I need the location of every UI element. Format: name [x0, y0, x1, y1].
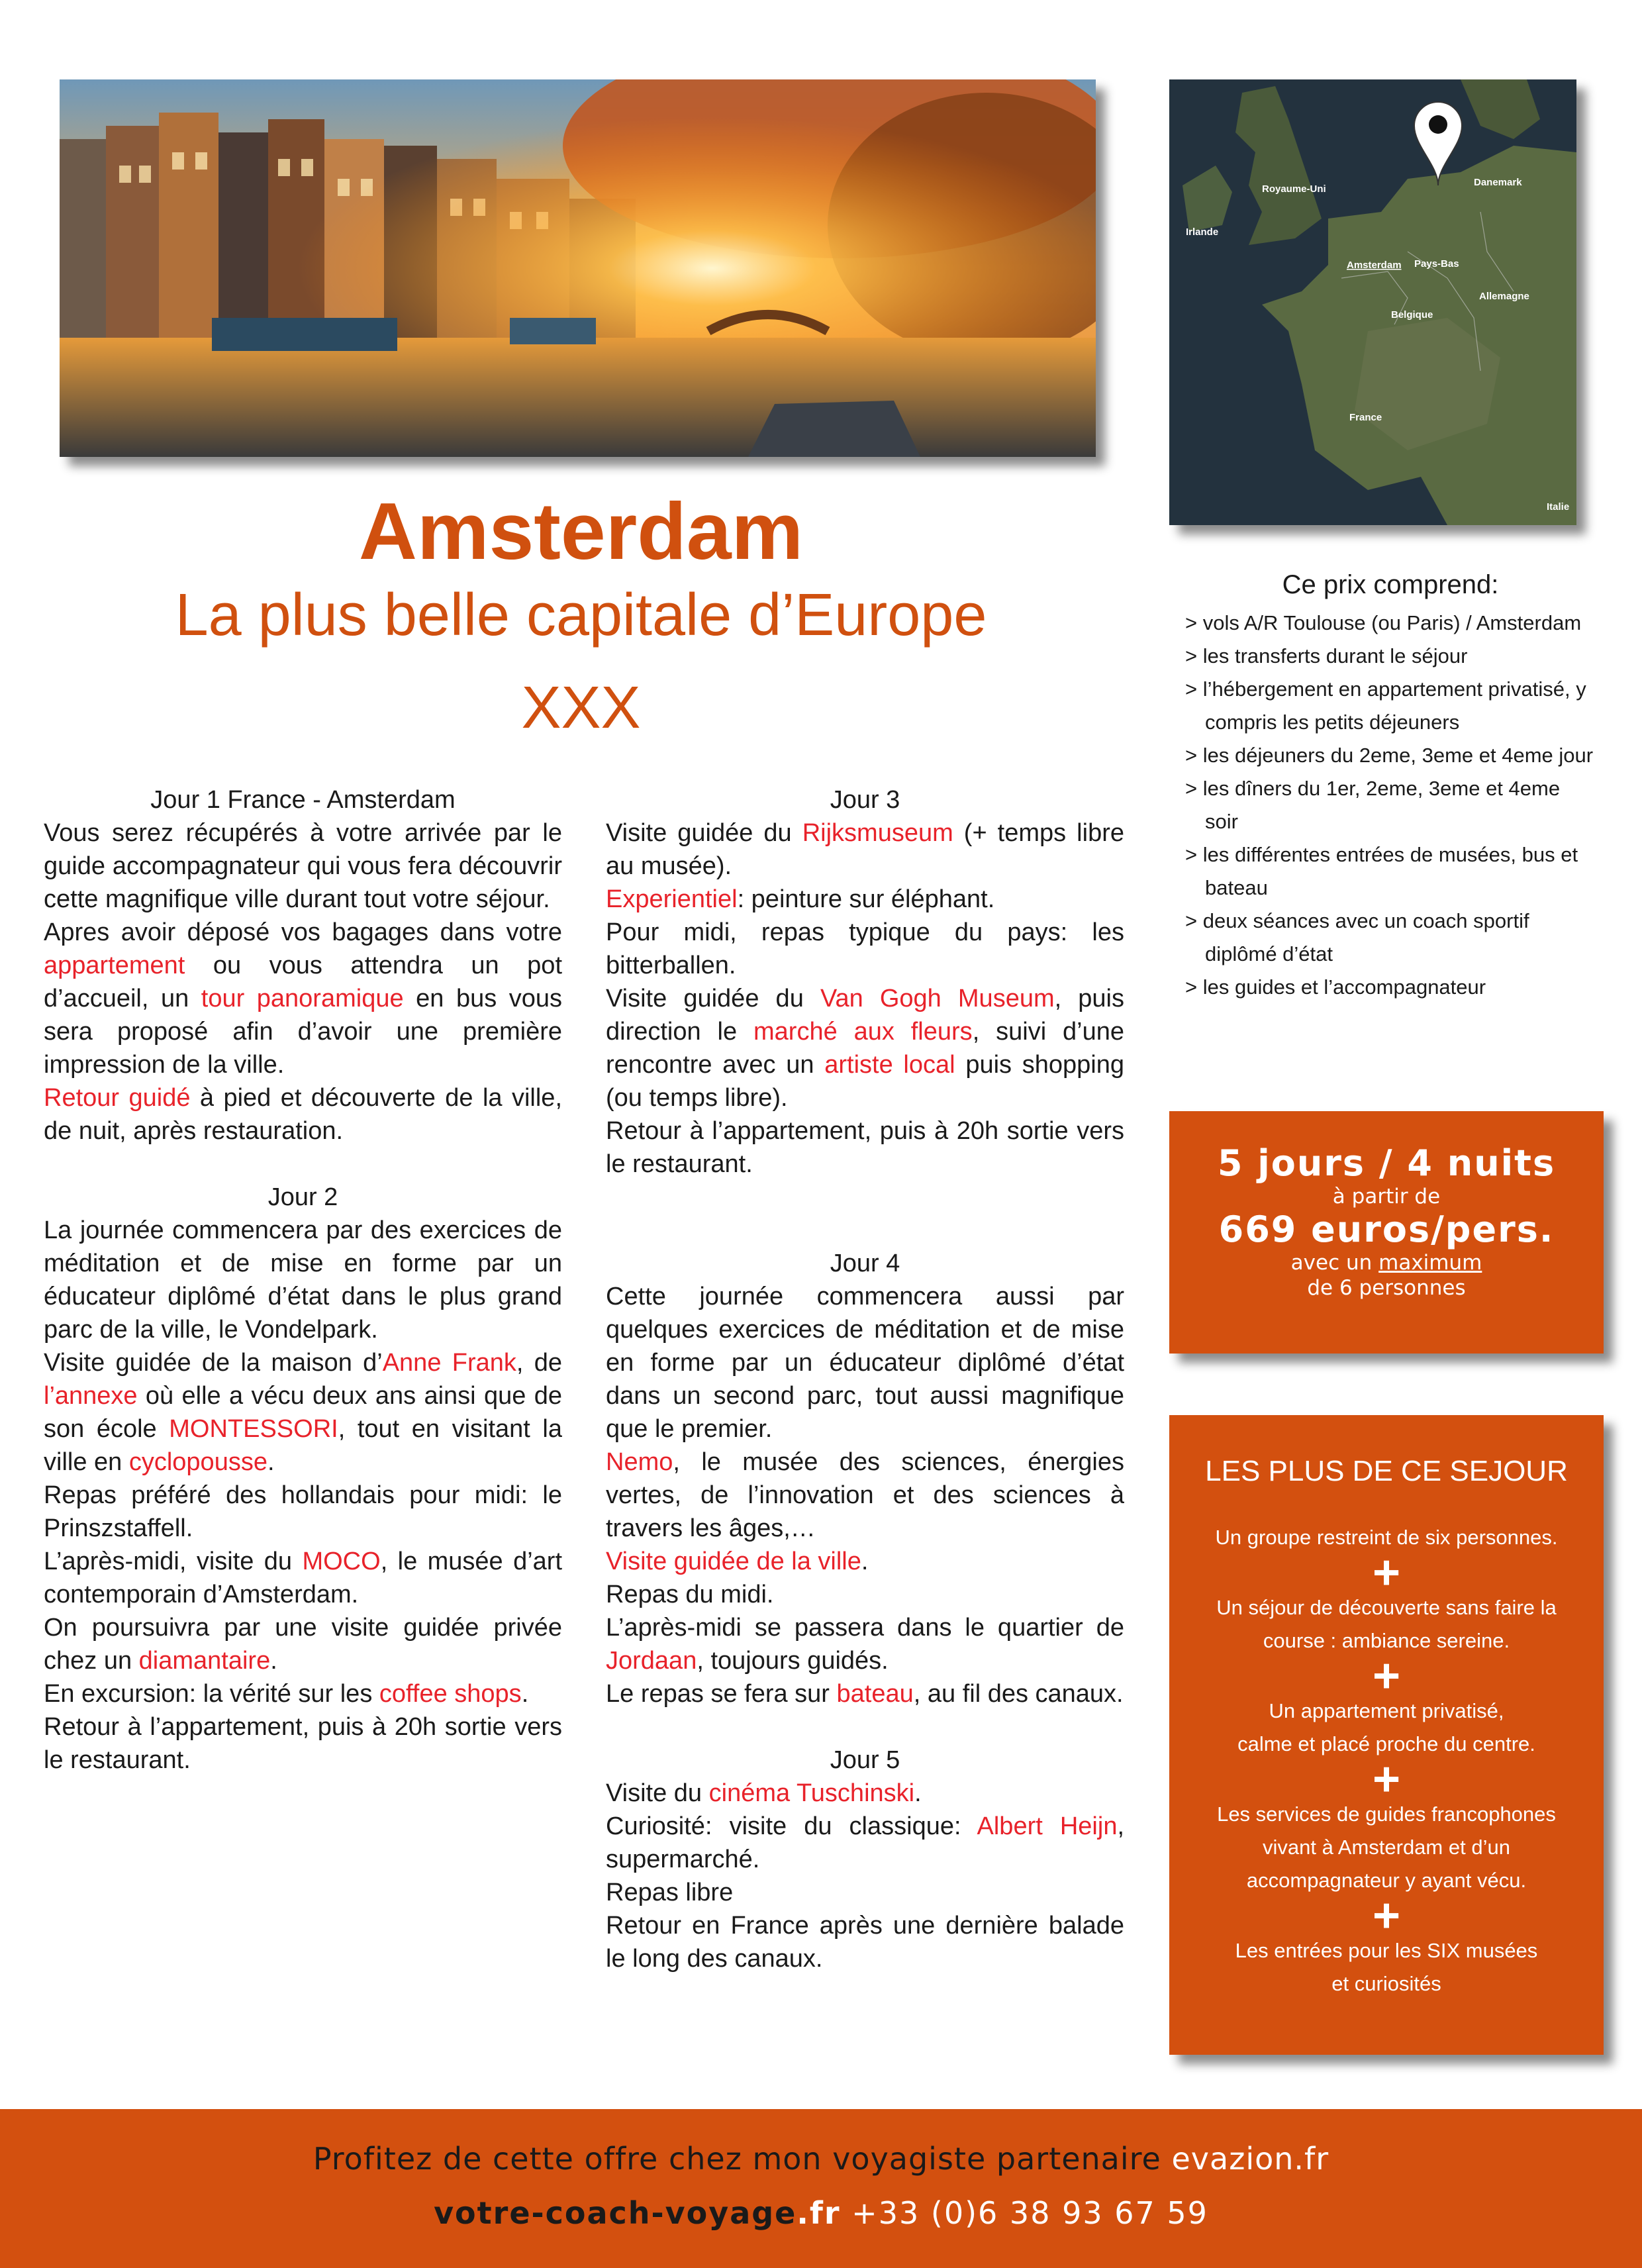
highlight-link[interactable]: Visite guidée de la ville — [606, 1548, 861, 1575]
day2-paragraph: On poursuivra par une visite guidée privée chez un diamantaire. — [44, 1614, 562, 1675]
footer — [0, 2109, 1642, 2268]
day5-paragraph: Visite du cinéma Tuschinski. — [606, 1779, 922, 1807]
price-includes-list — [1185, 607, 1596, 1004]
highlight-item: Un séjour de découverte sans faire la — [1216, 1596, 1557, 1619]
day4-heading: Jour 4 — [830, 1250, 900, 1277]
price-box — [1169, 1111, 1604, 1354]
day2-paragraph: La journée commencera par des exercices de méditation et de mise en forme par un éducateur diplômé d’état dans le plus grand parc de la ville, le Vondelpark. — [44, 1216, 562, 1344]
day5-paragraph: Retour en France après une dernière balade le long des canaux. — [606, 1912, 1124, 1973]
highlight-link[interactable]: bateau — [836, 1680, 914, 1708]
map-label-france: France — [1349, 412, 1382, 423]
day5-paragraph: Curiosité: visite du classique: Albert Heijn, supermarché. — [606, 1812, 1125, 1873]
day1-paragraph: Vous serez récupérés à votre arrivée par le guide accompagnateur qui vous fera découvrir cette magnifique ville durant tout votre séjour. — [44, 819, 562, 913]
page-title: Amsterdam — [358, 486, 804, 576]
highlight-link[interactable]: appartement — [44, 952, 185, 979]
highlight-link[interactable]: MOCO — [302, 1548, 381, 1575]
day4-paragraph: L’après-midi se passera dans le quartier de Jordaan, toujours guidés. — [606, 1614, 1124, 1675]
day3-paragraph: Retour à l’appartement, puis à 20h sortie vers le restaurant. — [606, 1117, 1124, 1178]
day2-paragraph: En excursion: la vérité sur les coffee shops. — [44, 1680, 529, 1708]
highlight-link[interactable]: Nemo — [606, 1448, 673, 1476]
highlight-item: et curiosités — [1331, 1972, 1441, 1995]
list-item: > vols A/R Toulouse (ou Paris) / Amsterdam — [1185, 611, 1582, 634]
highlight-link[interactable]: Jordaan — [606, 1647, 697, 1675]
highlight-link[interactable]: marché aux fleurs — [753, 1018, 973, 1046]
highlight-item: Les services de guides francophones — [1217, 1802, 1556, 1826]
map-illustration — [1169, 79, 1576, 525]
list-item: > les dîners du 1er, 2eme, 3eme et 4eme soir — [1185, 777, 1561, 833]
plus-icon: + — [1372, 1546, 1401, 1599]
highlights-box — [1169, 1415, 1604, 2055]
map-label-netherlands: Pays-Bas — [1414, 258, 1459, 270]
day3-paragraph: Visite guidée du Rijksmuseum (+ temps libre au musée). — [606, 819, 1124, 880]
plus-icon: + — [1372, 1889, 1401, 1942]
highlight-link[interactable]: Anne Frank — [382, 1349, 516, 1377]
price-label: 669 euros/pers. — [1218, 1208, 1555, 1250]
list-item: > les transferts durant le séjour — [1185, 644, 1468, 667]
day3-heading: Jour 3 — [830, 786, 900, 814]
group-size-label: avec un maximum — [1290, 1251, 1482, 1275]
page-subtitle: La plus belle capitale d’Europe — [175, 582, 987, 648]
highlight-link[interactable]: Van Gogh Museum — [820, 985, 1055, 1012]
highlight-link[interactable]: artiste local — [824, 1051, 955, 1079]
map-label-belgium: Belgique — [1391, 309, 1433, 320]
list-item: > l’hébergement en appartement privatisé, y compris les petits déjeuners — [1185, 677, 1586, 734]
day2-paragraph: Visite guidée de la maison d’Anne Frank, de l’annexe où elle a vécu deux ans ainsi que de son école MONTESSORI, tout en visitant la ville en cyclopousse. — [44, 1349, 562, 1476]
itinerary-column-left — [44, 783, 562, 1777]
map-label-germany: Allemagne — [1479, 291, 1529, 302]
highlight-link[interactable]: Retour guidé — [44, 1084, 191, 1112]
list-item: > les déjeuners du 2eme, 3eme et 4eme jour — [1185, 744, 1594, 767]
plus-icon: + — [1372, 1753, 1401, 1806]
from-label: à partir de — [1332, 1185, 1441, 1208]
list-item: > deux séances avec un coach sportif diplômé d’état — [1185, 909, 1529, 965]
highlight-link[interactable]: coffee shops — [379, 1680, 522, 1708]
highlight-item: calme et placé proche du centre. — [1237, 1732, 1535, 1755]
highlight-item: Un groupe restreint de six personnes. — [1215, 1526, 1558, 1549]
highlight-item: Un appartement privatisé, — [1269, 1699, 1504, 1722]
footer-offer-line: Profitez de cette offre chez mon voyagiste partenaire evazion.fr — [313, 2141, 1329, 2177]
highlight-link[interactable]: diamantaire — [138, 1647, 271, 1675]
day1-paragraph: Apres avoir déposé vos bagages dans votre appartement ou vous attendra un pot d’accueil, un tour panoramique en bus vous sera proposé afin d’avoir une première impression de la ville. — [44, 918, 563, 1079]
day1-heading: Jour 1 France - Amsterdam — [150, 786, 456, 814]
canal-sunset-illustration — [60, 79, 1096, 457]
group-size-label: de 6 personnes — [1307, 1276, 1466, 1300]
itinerary-column-right — [606, 783, 1124, 1975]
day4-paragraph: Nemo, le musée des sciences, énergies vertes, de l’innovation et des sciences à travers les âges,… — [606, 1448, 1124, 1542]
day4-paragraph: Repas du midi. — [606, 1581, 774, 1608]
day4-paragraph: Le repas se fera sur bateau, au fil des canaux. — [606, 1680, 1124, 1708]
day3-paragraph: Visite guidée du Van Gogh Museum, puis direction le marché aux fleurs, suivi d’une rencontre avec un artiste local puis shopping (ou temps libre). — [606, 985, 1125, 1112]
highlight-link[interactable]: Experientiel — [606, 885, 738, 913]
day2-heading: Jour 2 — [267, 1183, 338, 1211]
day2-paragraph: L’après-midi, visite du MOCO, le musée d’art contemporain d’Amsterdam. — [44, 1548, 562, 1608]
list-item: > les différentes entrées de musées, bus et bateau — [1185, 843, 1578, 899]
highlight-item: vivant à Amsterdam et d’un — [1263, 1836, 1510, 1859]
highlight-link[interactable]: tour panoramique — [201, 985, 404, 1012]
map-label-italy: Italie — [1547, 501, 1570, 513]
highlight-item: course : ambiance sereine. — [1263, 1629, 1510, 1652]
day1-paragraph: Retour guidé à pied et découverte de la ville, de nuit, après restauration. — [44, 1084, 563, 1145]
footer-contact-line: votre-coach-voyage.fr +33 (0)6 38 93 67 59 — [434, 2195, 1208, 2231]
day2-paragraph: Retour à l’appartement, puis à 20h sortie vers le restaurant. — [44, 1713, 562, 1774]
highlight-link[interactable]: MONTESSORI — [169, 1415, 338, 1443]
highlight-link[interactable]: l’annexe — [44, 1382, 138, 1410]
highlights-heading: LES PLUS DE CE SEJOUR — [1205, 1455, 1568, 1487]
price-includes-heading: Ce prix comprend: — [1282, 570, 1499, 599]
duration-label: 5 jours / 4 nuits — [1217, 1142, 1556, 1184]
highlight-link[interactable]: Rijksmuseum — [802, 819, 953, 847]
europe-map — [1169, 79, 1576, 525]
map-label-uk: Royaume-Uni — [1262, 183, 1326, 195]
day2-paragraph: Repas préféré des hollandais pour midi: le Prinszstaffell. — [44, 1481, 562, 1542]
day4-paragraph: Visite guidée de la ville. — [606, 1548, 869, 1575]
map-label-ireland: Irlande — [1186, 226, 1219, 238]
title-tag: XXX — [521, 675, 641, 741]
highlight-item: Les entrées pour les SIX musées — [1235, 1939, 1538, 1962]
highlight-link[interactable]: cinéma Tuschinski — [708, 1779, 915, 1807]
partner-link[interactable]: evazion.fr — [1171, 2141, 1329, 2177]
phone-number[interactable]: +33 (0)6 38 93 67 59 — [840, 2195, 1208, 2231]
highlight-item: accompagnateur y ayant vécu. — [1246, 1869, 1527, 1892]
day5-heading: Jour 5 — [830, 1746, 900, 1774]
map-label-denmark: Danemark — [1474, 177, 1522, 188]
day5-paragraph: Repas libre — [606, 1879, 734, 1906]
day3-paragraph: Pour midi, repas typique du pays: les bitterballen. — [606, 918, 1124, 979]
amsterdam-canal-photo — [60, 79, 1096, 457]
day3-paragraph: Experientiel: peinture sur éléphant. — [606, 885, 995, 913]
highlight-link[interactable]: Albert Heijn — [977, 1812, 1118, 1840]
website-link[interactable]: votre-coach-voyage — [434, 2195, 797, 2231]
plus-icon: + — [1372, 1650, 1401, 1702]
list-item: > les guides et l’accompagnateur — [1185, 975, 1486, 999]
price-includes — [1185, 568, 1596, 1004]
day4-paragraph: Cette journée commencera aussi par quelques exercices de méditation et de mise en forme par un éducateur diplômé d’état dans un second parc, tout aussi magnifique que le premier. — [606, 1283, 1124, 1443]
map-label-amsterdam: Amsterdam — [1347, 260, 1402, 271]
highlight-link[interactable]: cyclopousse — [128, 1448, 267, 1476]
